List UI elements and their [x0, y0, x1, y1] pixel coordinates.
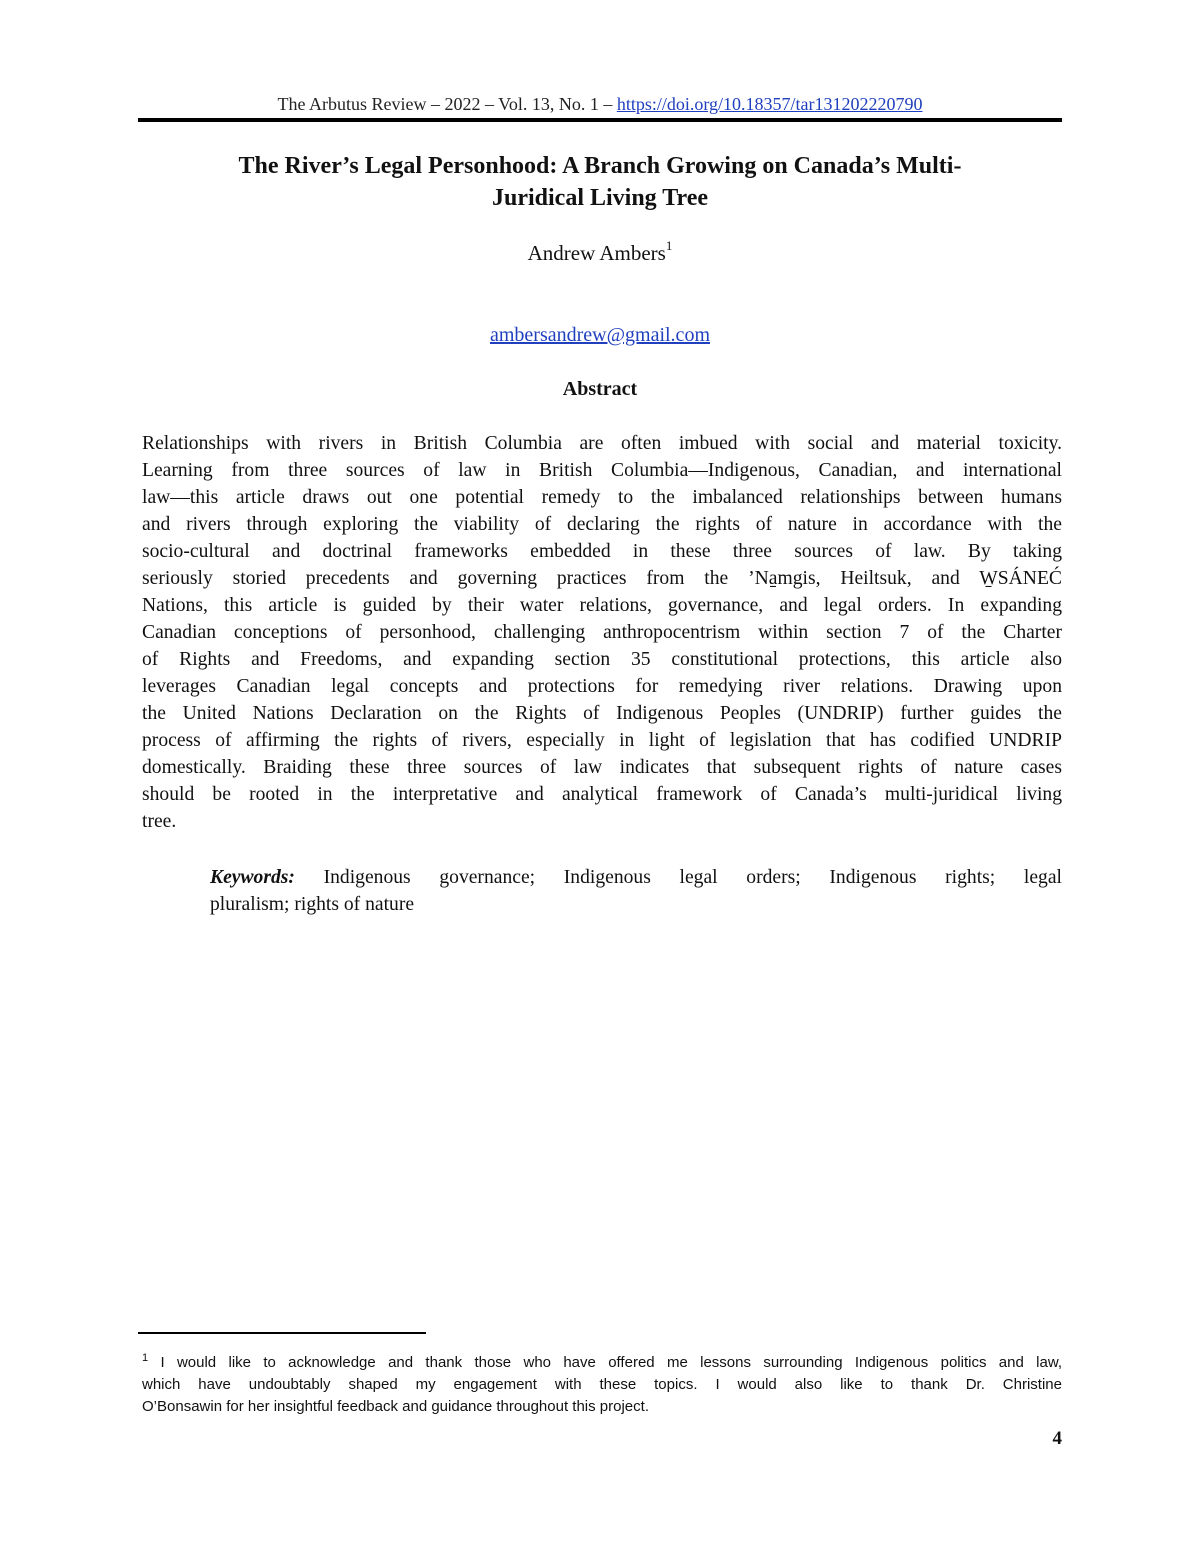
footnote-line-3: O’Bonsawin for her insightful feedback and guidance throughout this project.	[142, 1398, 649, 1415]
article-title	[138, 150, 1062, 214]
author-name: Andrew Ambers	[527, 241, 666, 265]
footnote-text-1: I would like to acknowledge and thank those who have offered me lessons surrounding Indigenous politics and law,	[148, 1354, 1062, 1371]
keywords-text-1: Indigenous governance; Indigenous legal orders; Indigenous rights; legal	[294, 867, 1062, 888]
doi-link[interactable]: https://doi.org/10.18357/tar131202220790	[616, 94, 923, 114]
footnote-line-1	[142, 1347, 1062, 1374]
email-link[interactable]: ambersandrew@gmail.com	[489, 324, 710, 346]
footnote-rule	[138, 1332, 426, 1334]
running-head	[138, 94, 1062, 115]
keywords-line-2: pluralism; rights of nature	[210, 894, 415, 915]
abstract-line: Nations, this article is guided by their water relations, governance, and legal orders. In expanding	[142, 595, 1062, 616]
abstract-line: should be rooted in the interpretative and analytical framework of Canada’s multi-juridical living	[142, 784, 1062, 805]
abstract-line: the United Nations Declaration on the Rights of Indigenous Peoples (UNDRIP) further guides the	[142, 703, 1062, 724]
abstract-line: seriously storied precedents and governing practices from the ’Na̱mgis, Heiltsuk, and W̱SÁNEĆ	[142, 568, 1062, 589]
header-rule	[138, 118, 1062, 122]
keywords	[210, 864, 1062, 918]
abstract-heading: Abstract	[562, 378, 638, 400]
author-byline	[138, 240, 1062, 266]
footnote-line-2: which have undoubtably shaped my engagement with these topics. I would also like to thank Dr. Christine	[142, 1376, 1062, 1393]
author-footnote-marker[interactable]: 1	[665, 238, 673, 253]
footnote-marker: 1	[142, 1352, 149, 1364]
abstract-line: process of affirming the rights of rivers, especially in light of legislation that has codified UNDRIP	[142, 730, 1062, 751]
page-number: 4	[1052, 1428, 1062, 1449]
abstract-line: socio-cultural and doctrinal frameworks embedded in these three sources of law. By taking	[142, 541, 1062, 562]
abstract-line: Canadian conceptions of personhood, challenging anthropocentrism within section 7 of the Charter	[142, 622, 1062, 643]
footnote	[142, 1347, 1062, 1418]
abstract-line: domestically. Braiding these three sources of law indicates that subsequent rights of nature cases	[142, 757, 1062, 778]
keywords-label: Keywords:	[210, 867, 295, 888]
author-email	[138, 324, 1062, 347]
abstract-line: leverages Canadian legal concepts and protections for remedying river relations. Drawing upon	[142, 676, 1062, 697]
running-head-text: The Arbutus Review – 2022 – Vol. 13, No. 1 –	[277, 94, 617, 114]
abstract-line: Learning from three sources of law in British Columbia—Indigenous, Canadian, and international	[142, 460, 1062, 481]
abstract-line: tree.	[142, 811, 177, 832]
abstract-line: Relationships with rivers in British Columbia are often imbued with social and material toxicity.	[142, 433, 1062, 454]
title-line-1: The River’s Legal Personhood: A Branch Growing on Canada’s Multi-	[238, 153, 962, 179]
abstract-line: law—this article draws out one potential remedy to the imbalanced relationships between humans	[142, 487, 1062, 508]
abstract-line: and rivers through exploring the viability of declaring the rights of nature in accordance with the	[142, 514, 1062, 535]
abstract-line: of Rights and Freedoms, and expanding section 35 constitutional protections, this article also	[142, 649, 1062, 670]
keywords-line-1	[210, 864, 1062, 891]
abstract-body	[142, 430, 1062, 835]
title-line-2: Juridical Living Tree	[491, 185, 708, 211]
